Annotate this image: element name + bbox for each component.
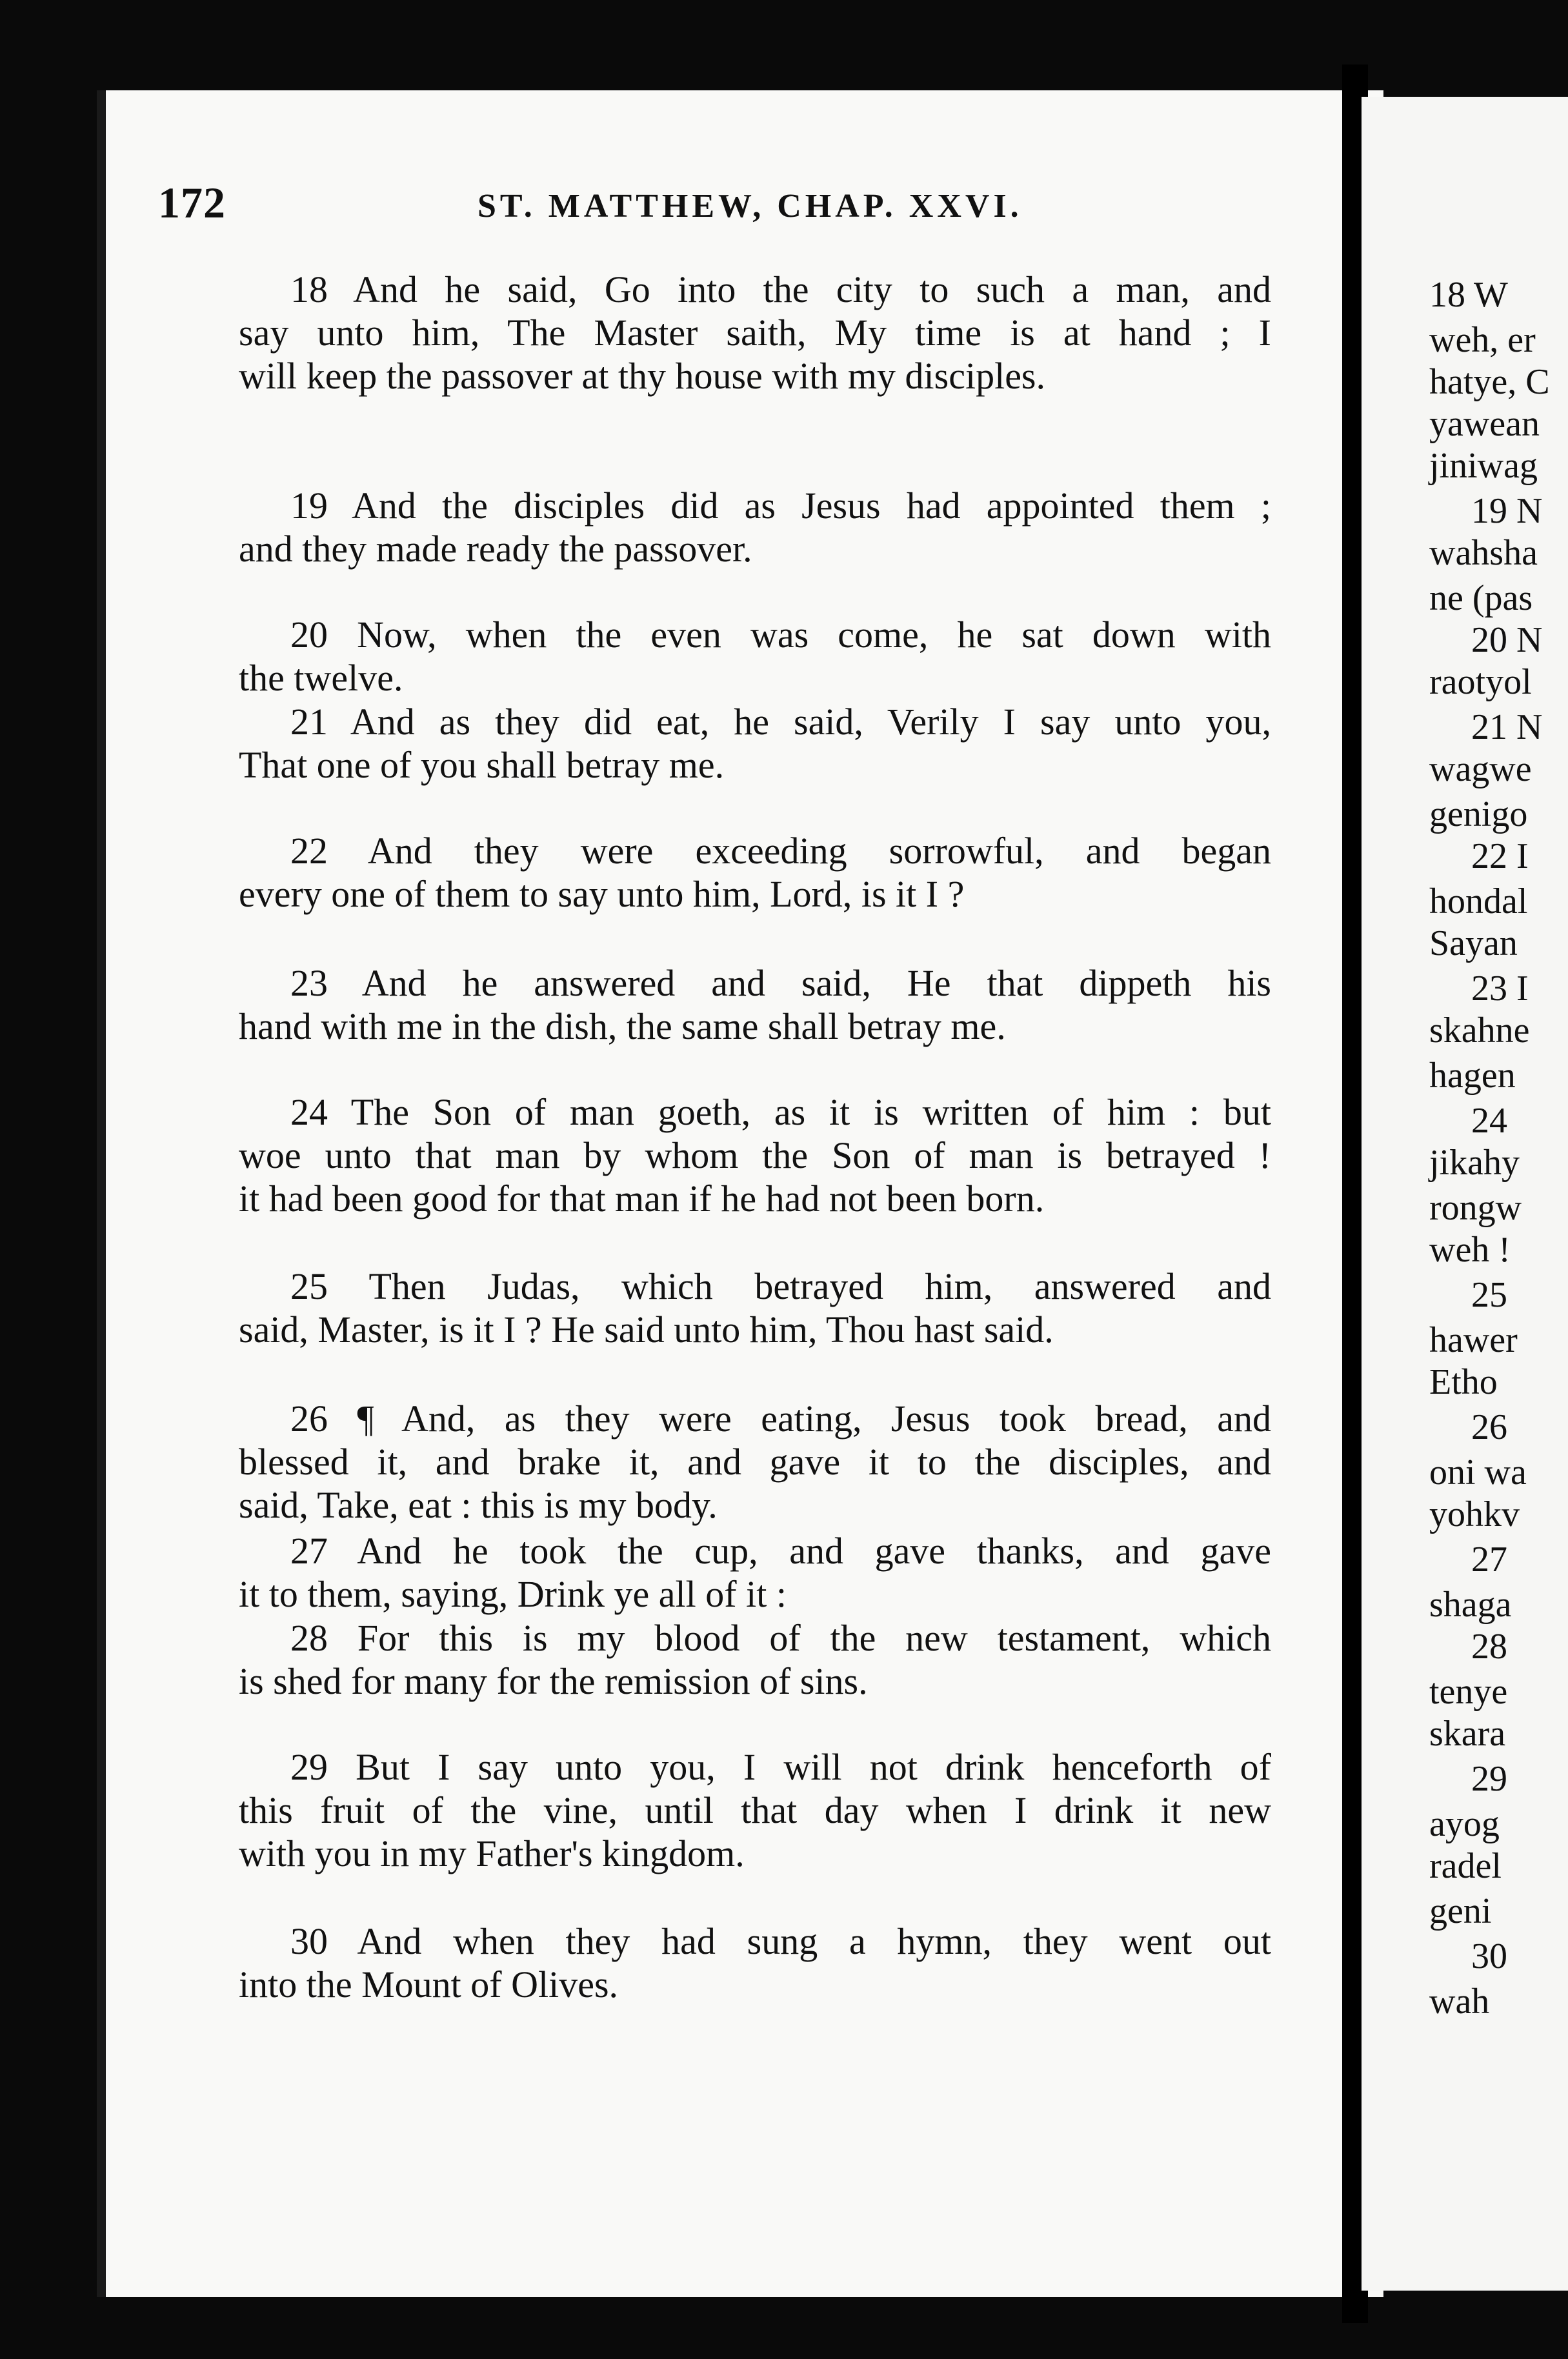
right-page-line: 25: [1471, 1275, 1507, 1315]
right-page-line: rongw: [1429, 1188, 1522, 1228]
verse-line: 28 For this is my blood of the new testament, which: [290, 1617, 1271, 1659]
right-page-line: 30: [1471, 1936, 1507, 1976]
verse-line: 18 And he said, Go into the city to such a man, and: [290, 268, 1271, 310]
running-head: ST. MATTHEW, CHAP. XXVI.: [477, 188, 1023, 225]
right-page-line: jikahy: [1429, 1143, 1520, 1183]
right-page-line: skahne: [1429, 1010, 1530, 1050]
right-page-line: oni wa: [1429, 1452, 1527, 1492]
page-number: 172: [158, 178, 226, 227]
verse-line: 27 And he took the cup, and gave thanks, and gave: [290, 1530, 1271, 1572]
verse-19: [239, 484, 1271, 570]
right-page-line: 22 I: [1471, 836, 1529, 876]
right-page-line: 29: [1471, 1759, 1507, 1799]
right-page-line: tenye: [1429, 1672, 1508, 1712]
right-page-line: ne (pas: [1429, 578, 1533, 618]
verse-24: [239, 1090, 1271, 1220]
right-page-line: yawean: [1429, 404, 1540, 444]
right-page-line: Etho: [1429, 1362, 1498, 1402]
right-page-line: radel: [1429, 1846, 1502, 1886]
verse-line: 23 And he answered and said, He that dippeth his: [290, 962, 1271, 1004]
right-page-line: Sayan: [1429, 923, 1518, 963]
right-page-line: geni: [1429, 1891, 1492, 1931]
right-page-line: hagen: [1429, 1056, 1516, 1096]
right-page-line: yohkv: [1429, 1494, 1520, 1534]
right-page-line: hatye, C: [1429, 362, 1550, 402]
verse-line: the twelve.: [239, 657, 403, 699]
verse-line: this fruit of the vine, until that day when I drink it new: [239, 1789, 1271, 1831]
right-page-line: hondal: [1429, 881, 1528, 921]
verse-line: every one of them to say unto him, Lord, is it I ?: [239, 873, 965, 915]
verse-26: [239, 1397, 1271, 1527]
right-page-line: 21 N: [1471, 707, 1543, 747]
right-page-line: weh, er: [1429, 320, 1536, 360]
verse-22: [239, 829, 1271, 916]
verse-line: with you in my Father's kingdom.: [239, 1832, 745, 1874]
right-page-line: skara: [1429, 1714, 1506, 1754]
right-page-line: 23 I: [1471, 969, 1529, 1009]
verse-20: [239, 613, 1271, 699]
verse-21: [239, 700, 1271, 787]
verse-line: 26 ¶ And, as they were eating, Jesus took bread, and: [290, 1398, 1271, 1440]
verse-line: it to them, saying, Drink ye all of it :: [239, 1573, 787, 1615]
verse-line: is shed for many for the remission of sins.: [239, 1660, 868, 1702]
right-page-line: 18 W: [1429, 275, 1508, 315]
right-page-line: 20 N: [1471, 620, 1543, 660]
right-page-line: ayog: [1429, 1804, 1500, 1844]
verse-line: into the Mount of Olives.: [239, 1963, 619, 2005]
verse-line: said, Master, is it I ? He said unto him, Thou hast said.: [239, 1309, 1054, 1350]
verse-23: [239, 961, 1271, 1048]
verse-29: [239, 1745, 1271, 1875]
verse-line: 24 The Son of man goeth, as it is written of him : but: [290, 1091, 1271, 1133]
right-page-line: wagwe: [1429, 749, 1532, 789]
right-page-line: wah: [1429, 1982, 1490, 2022]
verse-line: 22 And they were exceeding sorrowful, and began: [290, 830, 1271, 872]
right-page-line: raotyol: [1429, 662, 1532, 702]
verse-line: will keep the passover at thy house with my disciples.: [239, 355, 1046, 397]
verse-30: [239, 1920, 1271, 2006]
verse-line: 25 Then Judas, which betrayed him, answered and: [290, 1265, 1271, 1307]
verse-28: [239, 1616, 1271, 1703]
verse-line: woe unto that man by whom the Son of man is betrayed !: [239, 1134, 1271, 1176]
right-page-line: 24: [1471, 1101, 1507, 1141]
verse-line: 30 And when they had sung a hymn, they went out: [290, 1920, 1271, 1962]
right-page-line: shaga: [1429, 1585, 1512, 1625]
right-page-line: genigo: [1429, 794, 1528, 834]
right-page-line: 28: [1471, 1627, 1507, 1667]
verse-25: [239, 1265, 1271, 1351]
right-page-line: wahsha: [1429, 533, 1538, 573]
verse-18: [239, 268, 1271, 397]
right-page-line: 26: [1471, 1407, 1507, 1447]
verse-line: 19 And the disciples did as Jesus had appointed them ;: [290, 485, 1271, 527]
verse-line: 21 And as they did eat, he said, Verily I say unto you,: [290, 701, 1271, 743]
right-page-line: 19 N: [1471, 491, 1543, 531]
verse-line: said, Take, eat : this is my body.: [239, 1484, 718, 1526]
right-page-line: 27: [1471, 1540, 1507, 1580]
verse-line: hand with me in the dish, the same shall betray me.: [239, 1005, 1006, 1047]
right-page-line: jiniwag: [1429, 446, 1538, 486]
verse-line: That one of you shall betray me.: [239, 744, 725, 786]
verse-27: [239, 1529, 1271, 1616]
verse-line: 29 But I say unto you, I will not drink henceforth of: [290, 1746, 1271, 1788]
verse-line: it had been good for that man if he had not been born.: [239, 1178, 1045, 1220]
verse-line: say unto him, The Master saith, My time is at hand ; I: [239, 312, 1271, 354]
right-page-line: weh !: [1429, 1230, 1511, 1270]
verse-line: blessed it, and brake it, and gave it to the disciples, and: [239, 1441, 1271, 1483]
right-page-line: hawer: [1429, 1320, 1518, 1360]
verse-line: and they made ready the passover.: [239, 528, 752, 570]
verse-line: 20 Now, when the even was come, he sat down with: [290, 614, 1271, 656]
